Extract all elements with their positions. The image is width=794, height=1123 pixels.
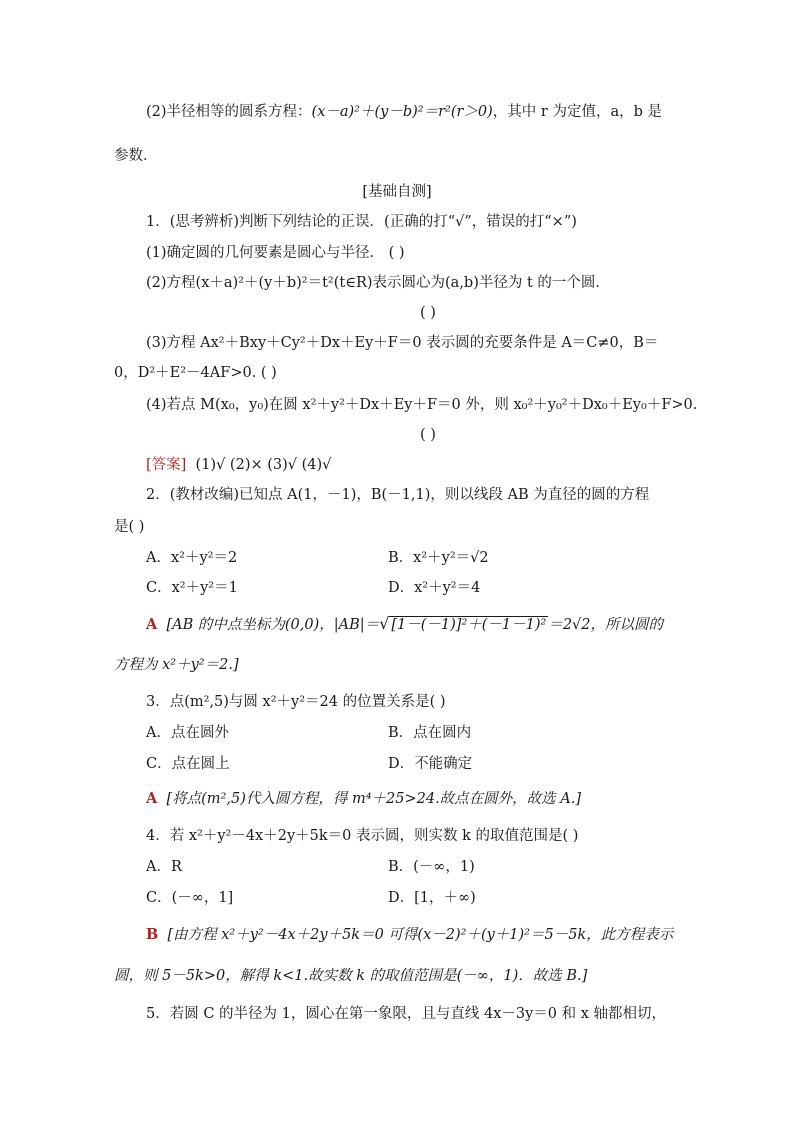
q2-sol-post: ＝2√2，所以圆的 xyxy=(548,617,664,633)
q3-option-b: B．点在圆内 xyxy=(388,725,472,741)
q4-stem: 4．若 x²＋y²－4x＋2y＋5k＝0 表示圆，则实数 k 的取值范围是( ) xyxy=(146,828,579,844)
q2-stem-cont: 是( ) xyxy=(114,519,145,535)
q1-item: (4)若点 M(x₀，y₀)在圆 x²＋y²＋Dx＋Ey＋F＝0 外，则 x₀²＋y₀²＋Dx₀＋Ey₀＋F>0. xyxy=(146,397,698,413)
intro-lead: (2)半径相等的圆系方程： xyxy=(146,104,312,120)
q4-solution-line-1 xyxy=(146,925,673,945)
q4-option-b: B．(－∞，1) xyxy=(388,859,475,875)
q3-option-a: A．点在圆外 xyxy=(146,725,229,741)
q3-key: A xyxy=(146,790,158,807)
intro-tail: ，其中 r 为定值，a，b 是 xyxy=(492,104,662,120)
q2-option-c: C．x²＋y²＝1 xyxy=(146,580,238,596)
q1-stem: 1．(思考辨析)判断下列结论的正误．(正确的打“√”，错误的打“×”) xyxy=(146,214,577,230)
q4-solution-line-2: 圆，则 5－5k>0，解得 k<1.故实数 k 的取值范围是(－∞，1)．故选 B.] xyxy=(114,968,588,984)
q1-item-bracket: ( ) xyxy=(420,305,436,321)
q3-solution xyxy=(146,789,581,809)
q2-solution-line-2: 方程为 x²＋y²＝2.] xyxy=(114,657,239,673)
q1-item: (3)方程 Ax²＋Bxy＋Cy²＋Dx＋Ey＋F＝0 表示圆的充要条件是 A＝C≠0，B＝ xyxy=(146,335,659,351)
q1-item: (1)确定圆的几何要素是圆心与半径． ( ) xyxy=(146,245,405,261)
q4-option-a: A．R xyxy=(146,859,182,875)
q3-stem: 3．点(m²,5)与圆 x²＋y²＝24 的位置关系是( ) xyxy=(146,694,446,710)
q2-sol-pre: [AB 的中点坐标为(0,0)，|AB|＝ xyxy=(166,617,380,633)
q3-option-c: C．点在圆上 xyxy=(146,756,230,772)
q3-option-d: D．不能确定 xyxy=(388,756,473,772)
q4-key: B xyxy=(146,926,159,943)
q1-item-bracket: ( ) xyxy=(420,427,436,443)
answer-tag: [答案] xyxy=(146,457,187,473)
q2-key: A xyxy=(146,616,158,633)
q4-sol-1: [由方程 x²＋y²－4x＋2y＋5k＝0 可得(x－2)²＋(y＋1)²＝5－5k，此方程表示 xyxy=(167,927,674,943)
q1-item: (2)方程(x＋a)²＋(y＋b)²＝t²(t∈R)表示圆心为(a,b)半径为 t 的一个圆． xyxy=(146,275,610,291)
q3-sol: [将点(m²,5)代入圆方程，得 m⁴＋25>24.故点在圆外，故选 A.] xyxy=(166,791,582,807)
q2-option-a: A．x²＋y²＝2 xyxy=(146,550,238,566)
q4-option-c: C．(－∞，1] xyxy=(146,890,234,906)
q1-item: 0，D²＋E²－4AF>0. ( ) xyxy=(114,365,277,381)
intro-line-2: 参数． xyxy=(114,148,158,164)
q2-option-d: D．x²＋y²＝4 xyxy=(388,580,481,596)
q4-option-d: D．[1，＋∞) xyxy=(388,890,476,906)
q2-stem: 2．(教材改编)已知点 A(1，－1)，B(－1,1)，则以线段 AB 为直径的圆的方程 xyxy=(146,487,650,503)
q2-sol-radicand: [1－(－1)]²＋(－1－1)² xyxy=(391,617,547,633)
q1-answer-line xyxy=(146,455,331,475)
q2-option-b: B．x²＋y²＝√2 xyxy=(388,550,489,566)
section-title: [基础自测] xyxy=(362,184,432,200)
q1-answer: (1)√ (2)× (3)√ (4)√ xyxy=(195,457,332,473)
q2-solution-line-1: A [AB 的中点坐标为(0,0)，|AB|＝√ [1－(－1)]²＋(－1－1)² ＝2√2，所以圆的 xyxy=(146,614,664,633)
intro-formula: (x－a)²＋(y－b)²＝r²(r＞0) xyxy=(311,104,493,120)
q5-stem: 5．若圆 C 的半径为 1，圆心在第一象限，且与直线 4x－3y＝0 和 x 轴都相切， xyxy=(146,1006,667,1022)
intro-line-1 xyxy=(146,102,662,122)
